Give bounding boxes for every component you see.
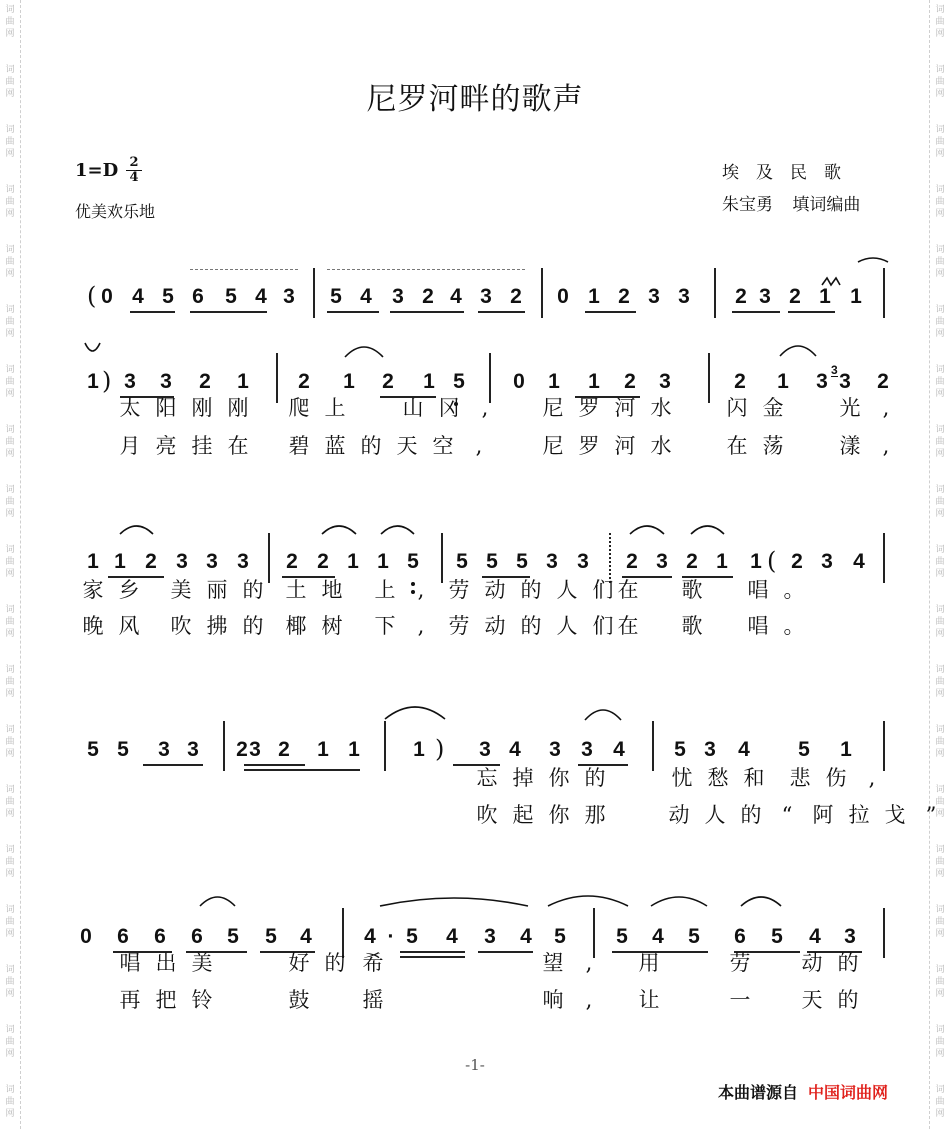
- note: 4: [509, 738, 521, 761]
- lyric-char: ,: [868, 766, 876, 790]
- note: 2: [735, 285, 747, 308]
- lyric-char: ,: [475, 434, 483, 458]
- lyric-char: 上: [324, 396, 346, 420]
- watermark-text: 词曲网: [5, 245, 15, 279]
- song-title: 尼罗河畔的歌声: [366, 82, 584, 117]
- note: 2: [286, 550, 298, 573]
- note: 3: [704, 738, 716, 761]
- lyric-char: 罗: [578, 396, 600, 420]
- lyric-char: 天: [396, 434, 418, 458]
- paren-mark: ): [435, 735, 445, 763]
- source-label: 本曲谱源自: [718, 1083, 799, 1102]
- watermark-text: 词曲网: [935, 125, 945, 159]
- lyric-char: 尼: [542, 434, 564, 458]
- lyric-char: 唱: [119, 951, 141, 975]
- watermark-text: 词曲网: [935, 725, 945, 759]
- lyric-char: 动: [801, 951, 823, 975]
- lyric-char: 鼓: [288, 988, 310, 1012]
- lyric-char: 风: [118, 614, 140, 638]
- lyric-char: 让: [638, 988, 660, 1012]
- lyric-char: ”: [925, 803, 937, 827]
- lyric-char: 丽: [206, 578, 228, 602]
- note: 5: [616, 925, 628, 948]
- lyric-char: 歌: [681, 614, 703, 638]
- key-signature: 1=D: [75, 160, 119, 181]
- note: 2: [734, 370, 746, 393]
- lyric-char: 和: [743, 766, 765, 790]
- lyric-char: “: [781, 803, 793, 827]
- lyric-char: ,: [417, 614, 425, 638]
- lyric-char: 乡: [118, 578, 140, 602]
- lyric-char: 再: [119, 988, 141, 1012]
- lyric-char: 阳: [155, 396, 177, 420]
- watermark-text: 词曲网: [5, 725, 15, 759]
- slur-arc: [85, 343, 100, 351]
- watermark-text: 词曲网: [935, 365, 945, 399]
- watermark-text: 词曲网: [935, 485, 945, 519]
- note: 3: [249, 738, 261, 761]
- lyric-char: 好: [288, 951, 310, 975]
- note: 1: [87, 550, 99, 573]
- lyric-char: 罗: [578, 434, 600, 458]
- note: 1: [237, 370, 249, 393]
- lyric-char: 晚: [82, 614, 104, 638]
- source-site-link[interactable]: 中国词曲网: [808, 1083, 889, 1102]
- lyric-char: 尼: [542, 396, 564, 420]
- lyric-char: 愁: [707, 766, 729, 790]
- lyric-char: 椰: [285, 614, 307, 638]
- lyric-char: 的: [520, 578, 542, 602]
- slur-arc: [381, 526, 414, 534]
- note: 3: [759, 285, 771, 308]
- lyric-char: 天: [801, 988, 823, 1012]
- lyric-char: 河: [614, 396, 636, 420]
- note: 3: [678, 285, 690, 308]
- note: 0: [101, 285, 113, 308]
- lyric-char: 悲: [789, 766, 811, 790]
- note: 5: [453, 370, 465, 393]
- note: 4: [853, 550, 865, 573]
- watermark-text: 词曲网: [5, 485, 15, 519]
- note: 1: [588, 285, 600, 308]
- slur-arc: [858, 258, 888, 262]
- lyric-char: 的: [837, 951, 859, 975]
- lyric-char: 忘: [476, 766, 498, 790]
- slur-arc: [585, 710, 621, 720]
- note: 5: [798, 738, 810, 761]
- watermark-text: 词曲网: [5, 1025, 15, 1059]
- watermark-text: 词曲网: [5, 1085, 15, 1119]
- note: 2: [236, 738, 248, 761]
- note: 5: [456, 550, 468, 573]
- lyric-char: 你: [548, 766, 570, 790]
- note: 2: [382, 370, 394, 393]
- watermark-text: 词曲网: [935, 965, 945, 999]
- lyric-char: 。: [783, 614, 805, 638]
- slur-arc: [691, 526, 724, 534]
- watermark-text: 词曲网: [935, 545, 945, 579]
- lyric-char: 在: [617, 578, 639, 602]
- note: 1: [850, 285, 862, 308]
- note: 4: [360, 285, 372, 308]
- lyric-char: 荡: [762, 434, 784, 458]
- watermark-text: 词曲网: [5, 365, 15, 399]
- lyric-char: 空: [432, 434, 454, 458]
- slur-arc: [345, 347, 383, 357]
- lyric-char: 望: [542, 951, 564, 975]
- lyric-char: 漾: [839, 434, 861, 458]
- lyric-char: 你: [548, 803, 570, 827]
- lyric-char: 上: [374, 578, 396, 602]
- slur-arc: [630, 526, 664, 534]
- lyric-char: 一: [729, 988, 751, 1012]
- note: 2: [298, 370, 310, 393]
- lyric-char: ,: [585, 951, 593, 975]
- lyric-char: 的: [242, 578, 264, 602]
- lyric-char: 刚: [227, 396, 249, 420]
- slur-arc: [200, 897, 235, 906]
- note: 1: [413, 738, 425, 761]
- watermark-text: 词曲网: [935, 605, 945, 639]
- watermark-text: 词曲网: [935, 665, 945, 699]
- lyric-char: 的: [360, 434, 382, 458]
- lyric-char: ,: [417, 578, 425, 602]
- note: 3: [821, 550, 833, 573]
- note: 0: [557, 285, 569, 308]
- watermark-text: 词曲网: [935, 1085, 945, 1119]
- time-numerator: 2: [129, 155, 139, 170]
- lyric-char: 铃: [191, 988, 213, 1012]
- lyric-char: 在: [726, 434, 748, 458]
- note: 0: [513, 370, 525, 393]
- lyric-char: 起: [512, 803, 534, 827]
- lyric-char: 闪: [726, 396, 748, 420]
- lyric-char: 掉: [512, 766, 534, 790]
- lyric-char: 们: [592, 578, 614, 602]
- lyric-char: ,: [585, 988, 593, 1012]
- note: 1: [588, 370, 600, 393]
- watermark-text: 词曲网: [935, 785, 945, 819]
- note: 2: [686, 550, 698, 573]
- lyric-char: 那: [584, 803, 606, 827]
- lyric-char: 的: [740, 803, 762, 827]
- lyric-char: 河: [614, 434, 636, 458]
- note: 3: [206, 550, 218, 573]
- watermark-text: 词曲网: [935, 245, 945, 279]
- paren-mark: (: [767, 547, 777, 575]
- note: 4: [613, 738, 625, 761]
- note: 3: [659, 370, 671, 393]
- lyric-char: 伤: [825, 766, 847, 790]
- lyric-char: 冈: [438, 396, 460, 420]
- slur-arc: [385, 707, 445, 719]
- note: 5: [330, 285, 342, 308]
- note: 5: [227, 925, 239, 948]
- note: 6: [734, 925, 746, 948]
- note: 2: [422, 285, 434, 308]
- slur-arc: [780, 346, 816, 356]
- note: 3: [577, 550, 589, 573]
- note: 3: [158, 738, 170, 761]
- slur-arc: [548, 896, 628, 906]
- paren-mark: ): [102, 367, 112, 395]
- note: 4: [520, 925, 532, 948]
- lyric-char: 挂: [191, 434, 213, 458]
- note: 1: [347, 550, 359, 573]
- note: 2: [278, 738, 290, 761]
- lyric-char: 月: [119, 434, 141, 458]
- lyric-char: ,: [882, 396, 890, 420]
- note: 5: [674, 738, 686, 761]
- note: 2: [624, 370, 636, 393]
- watermark-text: 词曲网: [5, 425, 15, 459]
- lyric-char: 在: [227, 434, 249, 458]
- slur-arc: [741, 897, 781, 906]
- lyric-char: 希: [362, 951, 384, 975]
- note: 1: [348, 738, 360, 761]
- note: 5: [486, 550, 498, 573]
- lyric-char: 水: [650, 396, 672, 420]
- lyric-char: 戈: [884, 803, 906, 827]
- note: 3: [392, 285, 404, 308]
- note: 4: [300, 925, 312, 948]
- note: 6: [117, 925, 129, 948]
- note: 4: [652, 925, 664, 948]
- note: 2: [791, 550, 803, 573]
- note: 3: [124, 370, 136, 393]
- lyric-char: 动: [484, 578, 506, 602]
- lyric-char: 劳: [448, 578, 470, 602]
- watermark-text: 词曲网: [5, 5, 15, 39]
- watermark-text: 词曲网: [5, 185, 15, 219]
- note: 3: [546, 550, 558, 573]
- lyric-char: 家: [82, 578, 104, 602]
- lyric-char: 碧: [288, 434, 310, 458]
- lyric-char: 的: [242, 614, 264, 638]
- slur-arc: [322, 526, 356, 534]
- note: 3: [839, 370, 851, 393]
- lyric-char: 用: [638, 951, 660, 975]
- lyric-char: 唱: [747, 614, 769, 638]
- lyric-char: 光: [839, 396, 861, 420]
- note: 1: [777, 370, 789, 393]
- arranger-credit: 朱宝勇 填词编曲: [722, 195, 861, 215]
- watermark-text: 词曲网: [935, 305, 945, 339]
- watermark-text: 词曲网: [5, 905, 15, 939]
- paren-mark: (: [87, 282, 97, 310]
- note: 4: [446, 925, 458, 948]
- lyric-char: 金: [762, 396, 784, 420]
- note: 2: [877, 370, 889, 393]
- note: 2: [199, 370, 211, 393]
- note: 0: [80, 925, 92, 948]
- lyric-char: 土: [285, 578, 307, 602]
- origin-credit: 埃及民歌: [722, 163, 858, 183]
- note: 6: [191, 925, 203, 948]
- lyric-char: 在: [617, 614, 639, 638]
- note: 3: [176, 550, 188, 573]
- note: 3: [816, 370, 828, 393]
- lyric-char: 把: [155, 988, 177, 1012]
- lyric-char: 美: [191, 951, 213, 975]
- note: 1: [377, 550, 389, 573]
- note: 5: [688, 925, 700, 948]
- note: 5: [265, 925, 277, 948]
- note: ·: [387, 925, 395, 948]
- slur-arc: [380, 898, 528, 906]
- note: 4: [738, 738, 750, 761]
- note: 5: [771, 925, 783, 948]
- note: 6: [154, 925, 166, 948]
- watermark-text: 词曲网: [935, 1025, 945, 1059]
- lyric-char: 歌: [681, 578, 703, 602]
- lyric-char: 出: [155, 951, 177, 975]
- lyric-char: ,: [882, 434, 890, 458]
- lyric-char: 地: [321, 578, 343, 602]
- note: 1: [317, 738, 329, 761]
- trill-mark: [822, 278, 840, 285]
- slur-arc: [651, 897, 707, 906]
- lyric-char: 刚: [191, 396, 213, 420]
- note: 4: [809, 925, 821, 948]
- note: 2: [618, 285, 630, 308]
- watermark-text: 词曲网: [935, 425, 945, 459]
- watermark-text: 词曲网: [5, 845, 15, 879]
- watermark-text: 词曲网: [5, 125, 15, 159]
- lyric-char: 山: [402, 396, 424, 420]
- lyric-char: 人: [556, 578, 578, 602]
- note: 3: [160, 370, 172, 393]
- watermark-text: 词曲网: [935, 845, 945, 879]
- note: 4: [255, 285, 267, 308]
- watermark-text: 词曲网: [5, 605, 15, 639]
- watermark-text: 词曲网: [5, 665, 15, 699]
- note: 5: [406, 925, 418, 948]
- note: 3: [844, 925, 856, 948]
- grace-note: 3: [831, 363, 838, 377]
- lyric-char: 爬: [288, 396, 310, 420]
- lyric-char: 们: [592, 614, 614, 638]
- lyric-char: 动: [484, 614, 506, 638]
- watermark-text: 词曲网: [5, 785, 15, 819]
- note: 5: [516, 550, 528, 573]
- slur-arc: [120, 526, 153, 534]
- lyric-char: 拉: [848, 803, 870, 827]
- note: 1: [87, 370, 99, 393]
- note: 1: [716, 550, 728, 573]
- note: 3: [656, 550, 668, 573]
- watermark-text: 词曲网: [935, 5, 945, 39]
- note: 1: [750, 550, 762, 573]
- note: 1: [548, 370, 560, 393]
- lyric-char: 。: [783, 578, 805, 602]
- lyric-char: 蓝: [324, 434, 346, 458]
- lyric-char: 唱: [747, 578, 769, 602]
- watermark-text: 词曲网: [5, 965, 15, 999]
- note: 1: [840, 738, 852, 761]
- lyric-char: 动: [668, 803, 690, 827]
- note: 3: [581, 738, 593, 761]
- watermark-text: 词曲网: [935, 65, 945, 99]
- watermark-text: 词曲网: [5, 305, 15, 339]
- note: 4: [450, 285, 462, 308]
- note: 4: [364, 925, 376, 948]
- note: 5: [117, 738, 129, 761]
- note: 6: [192, 285, 204, 308]
- lyric-char: 树: [321, 614, 343, 638]
- note: 3: [283, 285, 295, 308]
- note: 3: [480, 285, 492, 308]
- lyric-char: 美: [170, 578, 192, 602]
- note: 1: [343, 370, 355, 393]
- lyric-char: 响: [542, 988, 564, 1012]
- note: 5: [87, 738, 99, 761]
- watermark-text: 词曲网: [935, 185, 945, 219]
- tempo-marking: 优美欢乐地: [75, 202, 156, 221]
- note: 1: [114, 550, 126, 573]
- note: 5: [407, 550, 419, 573]
- lyric-char: 亮: [155, 434, 177, 458]
- lyric-char: 太: [119, 396, 141, 420]
- note: 2: [789, 285, 801, 308]
- lyric-char: 忧: [671, 766, 693, 790]
- lyric-char: 的: [837, 988, 859, 1012]
- note: 2: [510, 285, 522, 308]
- note: 1: [423, 370, 435, 393]
- note: 3: [187, 738, 199, 761]
- note: 3: [479, 738, 491, 761]
- note: 2: [626, 550, 638, 573]
- watermark-text: 词曲网: [5, 65, 15, 99]
- note: 4: [132, 285, 144, 308]
- lyric-char: 劳: [729, 951, 751, 975]
- note: 3: [484, 925, 496, 948]
- note: 2: [145, 550, 157, 573]
- lyric-char: 人: [556, 614, 578, 638]
- note: 2: [317, 550, 329, 573]
- page-number: -1-: [465, 1056, 485, 1074]
- note: 1: [819, 285, 831, 308]
- lyric-char: 下: [374, 614, 396, 638]
- note: 3: [237, 550, 249, 573]
- lyric-char: 的: [520, 614, 542, 638]
- lyric-char: 阿: [812, 803, 834, 827]
- note: 3: [549, 738, 561, 761]
- lyric-char: 拂: [206, 614, 228, 638]
- lyric-char: 吹: [170, 614, 192, 638]
- lyric-char: 吹: [476, 803, 498, 827]
- note: 5: [162, 285, 174, 308]
- lyric-char: 的: [584, 766, 606, 790]
- lyric-char: ,: [481, 396, 489, 420]
- lyric-char: 人: [704, 803, 726, 827]
- time-denominator: 4: [126, 170, 142, 185]
- note: 5: [554, 925, 566, 948]
- watermark-text: 词曲网: [935, 905, 945, 939]
- lyric-char: 摇: [362, 988, 384, 1012]
- note: 3: [648, 285, 660, 308]
- lyric-char: 水: [650, 434, 672, 458]
- lyric-char: 劳: [448, 614, 470, 638]
- note: 5: [225, 285, 237, 308]
- watermark-text: 词曲网: [5, 545, 15, 579]
- lyric-char: 的: [324, 951, 346, 975]
